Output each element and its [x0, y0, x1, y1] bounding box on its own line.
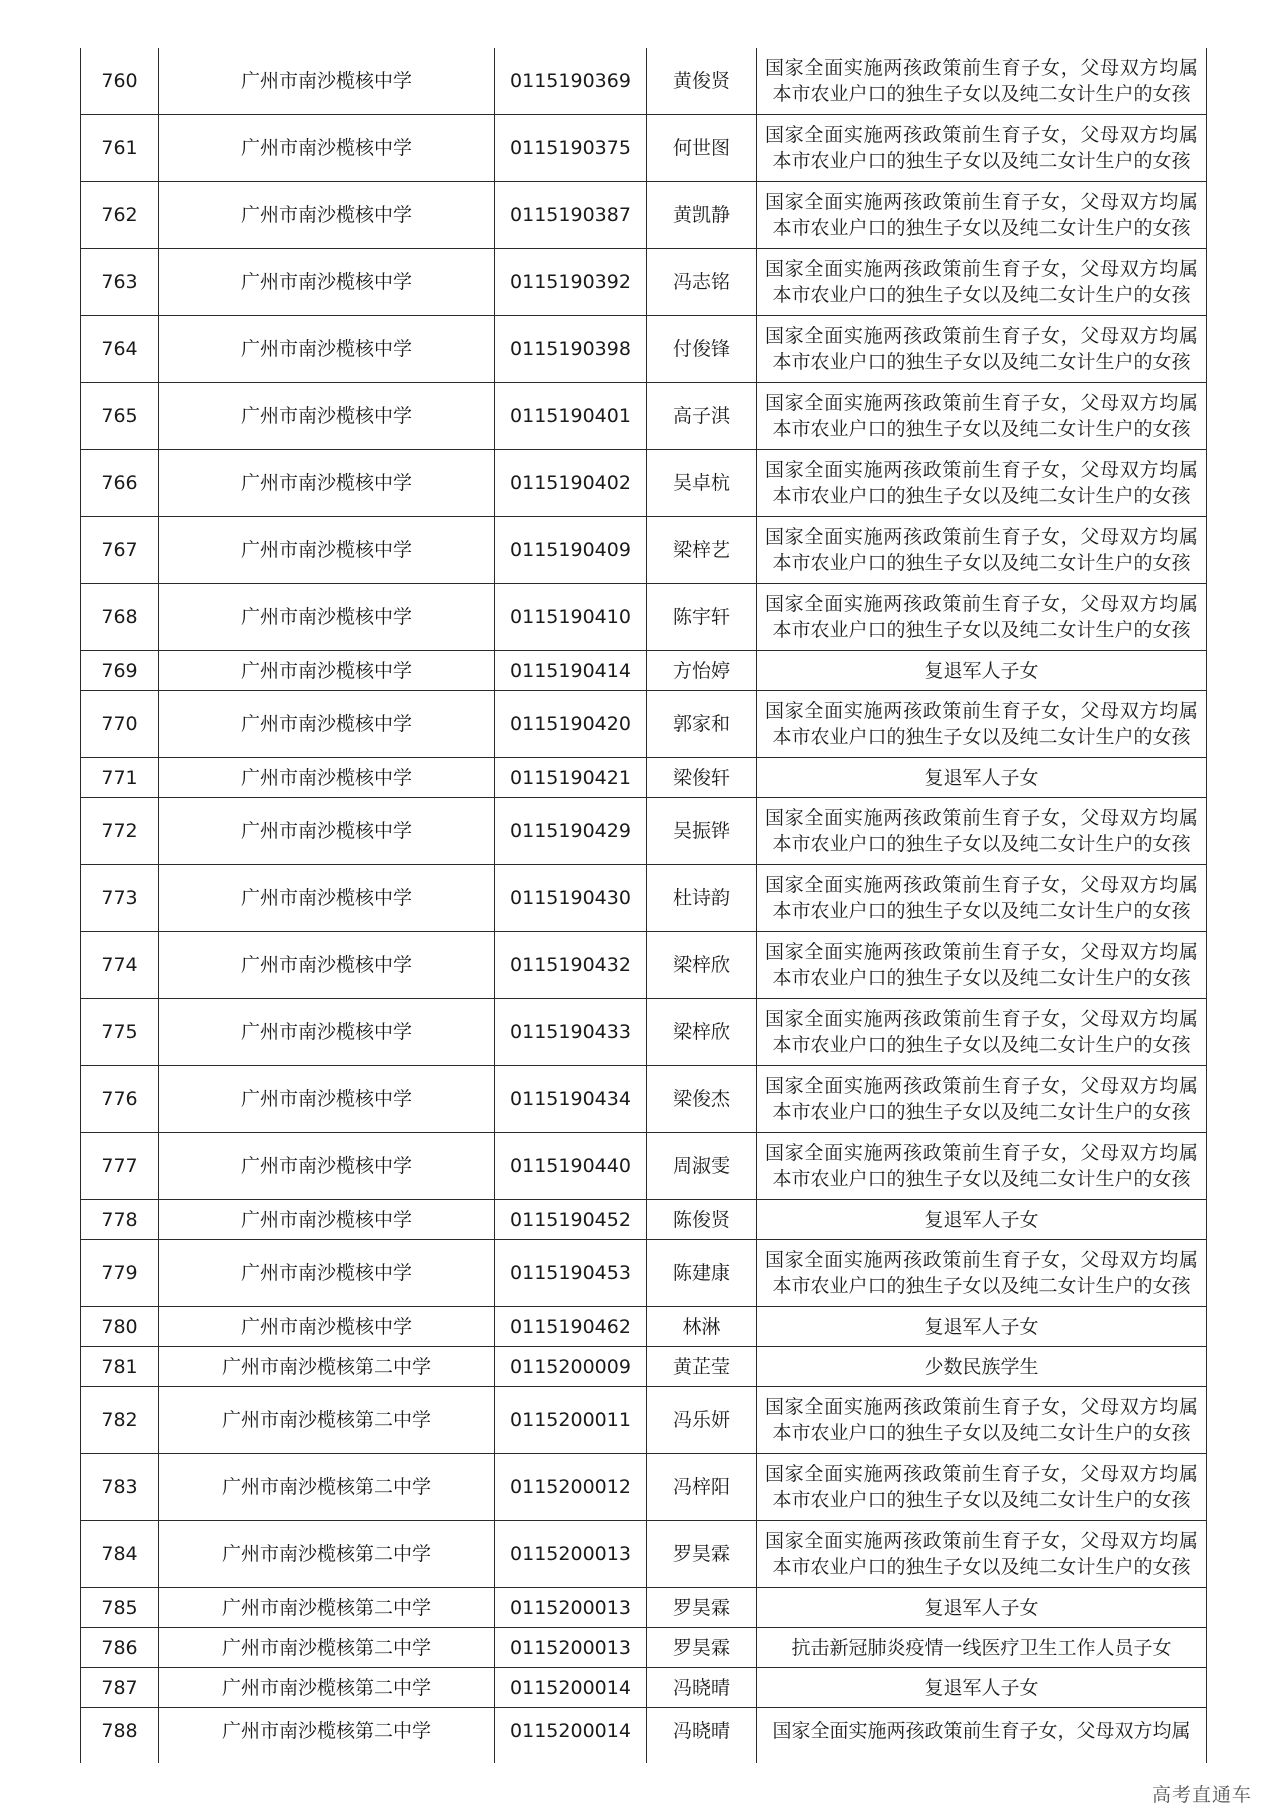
student-name-cell: 郭家和: [647, 691, 757, 758]
category-text: 国家全面实施两孩政策前生育子女，父母双方均属本市农业户口的独生子女以及纯二女计生户的女孩: [765, 1530, 1198, 1578]
category-text: 国家全面实施两孩政策前生育子女，父母双方均属本市农业户口的独生子女以及纯二女计生户的女孩: [765, 1008, 1198, 1056]
school-cell: 广州市南沙榄核中学: [159, 651, 495, 691]
category-cell: [757, 1200, 1207, 1240]
student-id-cell: 0115190421: [495, 758, 647, 798]
category-text: 国家全面实施两孩政策前生育子女，父母双方均属: [772, 1720, 1191, 1742]
category-cell: [757, 517, 1207, 584]
category-text: 国家全面实施两孩政策前生育子女，父母双方均属本市农业户口的独生子女以及纯二女计生户的女孩: [765, 1463, 1198, 1511]
student-id-cell: 0115200013: [495, 1588, 647, 1628]
row-number-cell: 775: [81, 999, 159, 1066]
table-row: [81, 316, 1207, 383]
category-cell: [757, 1387, 1207, 1454]
student-id-cell: 0115190402: [495, 450, 647, 517]
category-text: 国家全面实施两孩政策前生育子女，父母双方均属本市农业户口的独生子女以及纯二女计生户的女孩: [765, 941, 1198, 989]
row-number-cell: 785: [81, 1588, 159, 1628]
category-cell: [757, 932, 1207, 999]
category-cell: [757, 798, 1207, 865]
student-name-cell: 罗昊霖: [647, 1628, 757, 1668]
school-cell: 广州市南沙榄核中学: [159, 115, 495, 182]
table-row: [81, 932, 1207, 999]
category-text: 国家全面实施两孩政策前生育子女，父母双方均属本市农业户口的独生子女以及纯二女计生户的女孩: [765, 807, 1198, 855]
category-cell: [757, 316, 1207, 383]
student-id-cell: 0115200014: [495, 1668, 647, 1708]
category-cell: [757, 999, 1207, 1066]
student-id-cell: 0115190410: [495, 584, 647, 651]
category-text: 复退军人子女: [924, 1676, 1039, 1699]
student-id-cell: 0115190387: [495, 182, 647, 249]
category-text: 复退军人子女: [924, 1208, 1039, 1231]
student-name-cell: 高子淇: [647, 383, 757, 450]
row-number-cell: 771: [81, 758, 159, 798]
row-number-cell: 782: [81, 1387, 159, 1454]
table-row: [81, 1307, 1207, 1347]
row-number-cell: 765: [81, 383, 159, 450]
category-text: 复退军人子女: [924, 1315, 1039, 1338]
student-id-cell: 0115190392: [495, 249, 647, 316]
table-row: [81, 48, 1207, 115]
table-body: [81, 48, 1207, 1763]
student-name-cell: 梁梓欣: [647, 932, 757, 999]
student-name-cell: 何世图: [647, 115, 757, 182]
category-text: 国家全面实施两孩政策前生育子女，父母双方均属本市农业户口的独生子女以及纯二女计生户的女孩: [765, 124, 1198, 172]
category-text: 国家全面实施两孩政策前生育子女，父母双方均属本市农业户口的独生子女以及纯二女计生户的女孩: [765, 700, 1198, 748]
category-text: 国家全面实施两孩政策前生育子女，父母双方均属本市农业户口的独生子女以及纯二女计生户的女孩: [765, 1249, 1198, 1297]
school-cell: 广州市南沙榄核中学: [159, 1066, 495, 1133]
table-row: [81, 1066, 1207, 1133]
table-row: [81, 691, 1207, 758]
row-number-cell: 764: [81, 316, 159, 383]
row-number-cell: 760: [81, 48, 159, 115]
category-text: 少数民族学生: [924, 1355, 1039, 1378]
school-cell: 广州市南沙榄核中学: [159, 48, 495, 115]
school-cell: 广州市南沙榄核第二中学: [159, 1347, 495, 1387]
student-name-cell: 梁俊轩: [647, 758, 757, 798]
category-cell: [757, 48, 1207, 115]
row-number-cell: 761: [81, 115, 159, 182]
row-number-cell: 774: [81, 932, 159, 999]
category-cell: [757, 182, 1207, 249]
table-row: [81, 450, 1207, 517]
school-cell: 广州市南沙榄核第二中学: [159, 1454, 495, 1521]
student-name-cell: 周淑雯: [647, 1133, 757, 1200]
school-cell: 广州市南沙榄核中学: [159, 517, 495, 584]
school-cell: 广州市南沙榄核中学: [159, 584, 495, 651]
student-id-cell: 0115190433: [495, 999, 647, 1066]
row-number-cell: 777: [81, 1133, 159, 1200]
student-id-cell: 0115190434: [495, 1066, 647, 1133]
student-id-cell: 0115190398: [495, 316, 647, 383]
row-number-cell: 786: [81, 1628, 159, 1668]
category-cell: [757, 758, 1207, 798]
student-name-cell: 冯志铭: [647, 249, 757, 316]
student-id-cell: 0115200013: [495, 1521, 647, 1588]
table-row: [81, 1628, 1207, 1668]
table-row: [81, 1133, 1207, 1200]
student-name-cell: 黄俊贤: [647, 48, 757, 115]
row-number-cell: 772: [81, 798, 159, 865]
school-cell: 广州市南沙榄核中学: [159, 316, 495, 383]
row-number-cell: 784: [81, 1521, 159, 1588]
student-id-cell: 0115190420: [495, 691, 647, 758]
school-cell: 广州市南沙榄核第二中学: [159, 1668, 495, 1708]
row-number-cell: 781: [81, 1347, 159, 1387]
table-row: [81, 1240, 1207, 1307]
student-id-cell: 0115190430: [495, 865, 647, 932]
school-cell: 广州市南沙榄核中学: [159, 798, 495, 865]
category-cell: [757, 691, 1207, 758]
category-text: 国家全面实施两孩政策前生育子女，父母双方均属本市农业户口的独生子女以及纯二女计生户的女孩: [765, 526, 1198, 574]
table-row: [81, 798, 1207, 865]
category-text: 复退军人子女: [924, 659, 1039, 682]
school-cell: 广州市南沙榄核中学: [159, 249, 495, 316]
category-cell: [757, 584, 1207, 651]
row-number-cell: 788: [81, 1708, 159, 1764]
row-number-cell: 776: [81, 1066, 159, 1133]
student-name-cell: 冯乐妍: [647, 1387, 757, 1454]
category-text: 国家全面实施两孩政策前生育子女，父母双方均属本市农业户口的独生子女以及纯二女计生户的女孩: [765, 1396, 1198, 1444]
category-cell: [757, 1307, 1207, 1347]
row-number-cell: 762: [81, 182, 159, 249]
category-cell: [757, 249, 1207, 316]
student-id-cell: 0115190462: [495, 1307, 647, 1347]
table-row: [81, 383, 1207, 450]
student-id-cell: 0115190453: [495, 1240, 647, 1307]
category-text: 复退军人子女: [924, 766, 1039, 789]
table-row: [81, 517, 1207, 584]
watermark-text: 高考直通车: [1151, 1784, 1252, 1806]
student-name-cell: 罗昊霖: [647, 1588, 757, 1628]
table-row: [81, 758, 1207, 798]
student-name-cell: 陈俊贤: [647, 1200, 757, 1240]
row-number-cell: 783: [81, 1454, 159, 1521]
student-list-table: [80, 48, 1207, 1763]
row-number-cell: 773: [81, 865, 159, 932]
category-text: 抗击新冠肺炎疫情一线医疗卫生工作人员子女: [791, 1636, 1172, 1659]
category-text: 复退军人子女: [924, 1596, 1039, 1619]
category-text: 国家全面实施两孩政策前生育子女，父母双方均属本市农业户口的独生子女以及纯二女计生户的女孩: [765, 1142, 1198, 1190]
student-id-cell: 0115190401: [495, 383, 647, 450]
category-text: 国家全面实施两孩政策前生育子女，父母双方均属本市农业户口的独生子女以及纯二女计生户的女孩: [765, 874, 1198, 922]
student-id-cell: 0115200012: [495, 1454, 647, 1521]
student-id-cell: 0115190440: [495, 1133, 647, 1200]
student-id-cell: 0115200014: [495, 1708, 647, 1764]
table-row: [81, 865, 1207, 932]
student-name-cell: 吴卓杭: [647, 450, 757, 517]
row-number-cell: 787: [81, 1668, 159, 1708]
category-cell: [757, 115, 1207, 182]
table-row: [81, 1387, 1207, 1454]
table-row: [81, 1588, 1207, 1628]
student-name-cell: 冯晓晴: [647, 1668, 757, 1708]
school-cell: 广州市南沙榄核第二中学: [159, 1628, 495, 1668]
row-number-cell: 769: [81, 651, 159, 691]
table-row: [81, 584, 1207, 651]
student-id-cell: 0115190414: [495, 651, 647, 691]
school-cell: 广州市南沙榄核中学: [159, 383, 495, 450]
category-text: 国家全面实施两孩政策前生育子女，父母双方均属本市农业户口的独生子女以及纯二女计生户的女孩: [765, 57, 1198, 105]
student-id-cell: 0115190429: [495, 798, 647, 865]
row-number-cell: 779: [81, 1240, 159, 1307]
student-name-cell: 黄凯静: [647, 182, 757, 249]
row-number-cell: 770: [81, 691, 159, 758]
school-cell: 广州市南沙榄核中学: [159, 758, 495, 798]
category-cell: [757, 383, 1207, 450]
category-cell: [757, 1066, 1207, 1133]
student-name-cell: 罗昊霖: [647, 1521, 757, 1588]
student-name-cell: 黄芷莹: [647, 1347, 757, 1387]
student-id-cell: 0115190452: [495, 1200, 647, 1240]
student-id-cell: 0115190369: [495, 48, 647, 115]
category-text: 国家全面实施两孩政策前生育子女，父母双方均属本市农业户口的独生子女以及纯二女计生户的女孩: [765, 1075, 1198, 1123]
category-text: 国家全面实施两孩政策前生育子女，父母双方均属本市农业户口的独生子女以及纯二女计生户的女孩: [765, 191, 1198, 239]
category-text: 国家全面实施两孩政策前生育子女，父母双方均属本市农业户口的独生子女以及纯二女计生户的女孩: [765, 325, 1198, 373]
category-text: 国家全面实施两孩政策前生育子女，父母双方均属本市农业户口的独生子女以及纯二女计生户的女孩: [765, 392, 1198, 440]
school-cell: 广州市南沙榄核中学: [159, 1133, 495, 1200]
school-cell: 广州市南沙榄核中学: [159, 1307, 495, 1347]
student-name-cell: 吴振铧: [647, 798, 757, 865]
row-number-cell: 763: [81, 249, 159, 316]
category-text: 国家全面实施两孩政策前生育子女，父母双方均属本市农业户口的独生子女以及纯二女计生户的女孩: [765, 459, 1198, 507]
row-number-cell: 767: [81, 517, 159, 584]
student-name-cell: 冯梓阳: [647, 1454, 757, 1521]
table-row: [81, 182, 1207, 249]
row-number-cell: 780: [81, 1307, 159, 1347]
category-cell: [757, 865, 1207, 932]
student-name-cell: 梁梓欣: [647, 999, 757, 1066]
row-number-cell: 766: [81, 450, 159, 517]
student-name-cell: 杜诗韵: [647, 865, 757, 932]
school-cell: 广州市南沙榄核中学: [159, 999, 495, 1066]
student-id-cell: 0115200011: [495, 1387, 647, 1454]
category-text: 国家全面实施两孩政策前生育子女，父母双方均属本市农业户口的独生子女以及纯二女计生户的女孩: [765, 593, 1198, 641]
student-id-cell: 0115200009: [495, 1347, 647, 1387]
row-number-cell: 768: [81, 584, 159, 651]
category-cell: [757, 1588, 1207, 1628]
table-row: [81, 999, 1207, 1066]
table-row: [81, 1200, 1207, 1240]
student-id-cell: 0115190432: [495, 932, 647, 999]
category-cell: [757, 1708, 1207, 1764]
category-cell: [757, 1628, 1207, 1668]
school-cell: 广州市南沙榄核中学: [159, 1200, 495, 1240]
school-cell: 广州市南沙榄核中学: [159, 450, 495, 517]
category-cell: [757, 1521, 1207, 1588]
row-number-cell: 778: [81, 1200, 159, 1240]
category-cell: [757, 1347, 1207, 1387]
student-name-cell: 付俊锋: [647, 316, 757, 383]
student-name-cell: 冯晓晴: [647, 1708, 757, 1764]
student-name-cell: 林淋: [647, 1307, 757, 1347]
table-row: [81, 651, 1207, 691]
category-cell: [757, 1668, 1207, 1708]
student-name-cell: 陈宇轩: [647, 584, 757, 651]
table-row: [81, 1708, 1207, 1764]
student-name-cell: 梁俊杰: [647, 1066, 757, 1133]
school-cell: 广州市南沙榄核第二中学: [159, 1521, 495, 1588]
school-cell: 广州市南沙榄核中学: [159, 1240, 495, 1307]
category-cell: [757, 1454, 1207, 1521]
student-name-cell: 陈建康: [647, 1240, 757, 1307]
table-row: [81, 1521, 1207, 1588]
category-cell: [757, 1133, 1207, 1200]
student-name-cell: 梁梓艺: [647, 517, 757, 584]
school-cell: 广州市南沙榄核中学: [159, 932, 495, 999]
student-name-cell: 方怡婷: [647, 651, 757, 691]
school-cell: 广州市南沙榄核第二中学: [159, 1588, 495, 1628]
student-id-cell: 0115190375: [495, 115, 647, 182]
category-cell: [757, 450, 1207, 517]
school-cell: 广州市南沙榄核中学: [159, 182, 495, 249]
category-cell: [757, 651, 1207, 691]
school-cell: 广州市南沙榄核中学: [159, 865, 495, 932]
school-cell: 广州市南沙榄核第二中学: [159, 1708, 495, 1764]
student-id-cell: 0115190409: [495, 517, 647, 584]
school-cell: 广州市南沙榄核第二中学: [159, 1387, 495, 1454]
table-row: [81, 1668, 1207, 1708]
school-cell: 广州市南沙榄核中学: [159, 691, 495, 758]
category-text: 国家全面实施两孩政策前生育子女，父母双方均属本市农业户口的独生子女以及纯二女计生户的女孩: [765, 258, 1198, 306]
category-cell: [757, 1240, 1207, 1307]
table-row: [81, 115, 1207, 182]
table-row: [81, 249, 1207, 316]
table-row: [81, 1347, 1207, 1387]
student-id-cell: 0115200013: [495, 1628, 647, 1668]
table-row: [81, 1454, 1207, 1521]
